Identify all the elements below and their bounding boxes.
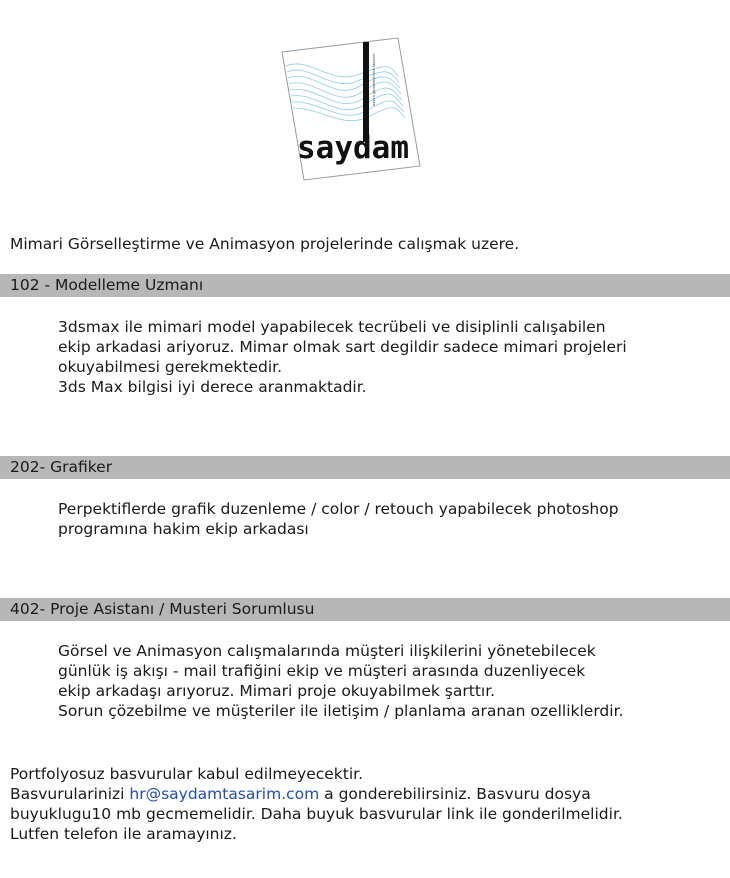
footer-line: Lutfen telefon ile aramayınız. xyxy=(10,825,237,843)
logo-vertical-bar xyxy=(363,42,369,142)
description-line: Perpektiflerde grafik duzenleme / color / retouch yapabilecek photoshop xyxy=(58,500,619,518)
logo-subtitle: basım görselleştirme tasarım xyxy=(372,53,376,106)
position-description-402 xyxy=(58,641,623,721)
intro-text: Mimari Görselleştirme ve Animasyon projelerinde calışmak uzere. xyxy=(10,235,520,253)
description-line: ekip arkadasi ariyoruz. Mimar olmak sart degildir sadece mimari projeleri xyxy=(58,338,627,356)
description-line: okuyabilmesi gerekmektedir. xyxy=(58,358,283,376)
footer-line: Portfolyosuz basvurular kabul edilmeyecektir. xyxy=(10,765,364,783)
description-line: günlük iş akışı - mail trafiğini ekip ve müşteri arasında duzenliyecek xyxy=(58,662,586,680)
position-header-402: 402- Proje Asistanı / Musteri Sorumlusu xyxy=(0,598,730,621)
footer-line xyxy=(10,784,623,804)
description-line: 3dsmax ile mimari model yapabilecek tecrübeli ve disiplinli calışabilen xyxy=(58,318,606,336)
position-description-102 xyxy=(58,317,627,397)
footer-line: buyuklugu10 mb gecmemelidir. Daha buyuk basvurular link ile gonderilmelidir. xyxy=(10,805,623,823)
footer-text: Basvurularinizi xyxy=(10,785,130,803)
description-line: programına hakim ekip arkadası xyxy=(58,520,309,538)
application-notes xyxy=(10,764,623,844)
description-line: ekip arkadaşı arıyoruz. Mimari proje okuyabilmek şarttır. xyxy=(58,682,496,700)
email-link[interactable]: hr@saydamtasarim.com xyxy=(129,785,320,803)
position-header-202: 202- Grafiker xyxy=(0,456,730,479)
footer-text: a gonderebilirsiniz. Basvuru dosya xyxy=(319,785,591,803)
description-line: Sorun çözebilme ve müşteriler ile iletişim / planlama aranan ozelliklerdir. xyxy=(58,702,624,720)
logo-wordmark: saydam xyxy=(297,130,409,166)
description-line: 3ds Max bilgisi iyi derece aranmaktadir. xyxy=(58,378,367,396)
position-description-202 xyxy=(58,499,619,539)
position-header-102: 102 - Modelleme Uzmanı xyxy=(0,274,730,297)
saydam-logo xyxy=(280,36,430,182)
description-line: Görsel ve Animasyon calışmalarında müşteri ilişkilerini yönetebilecek xyxy=(58,642,596,660)
